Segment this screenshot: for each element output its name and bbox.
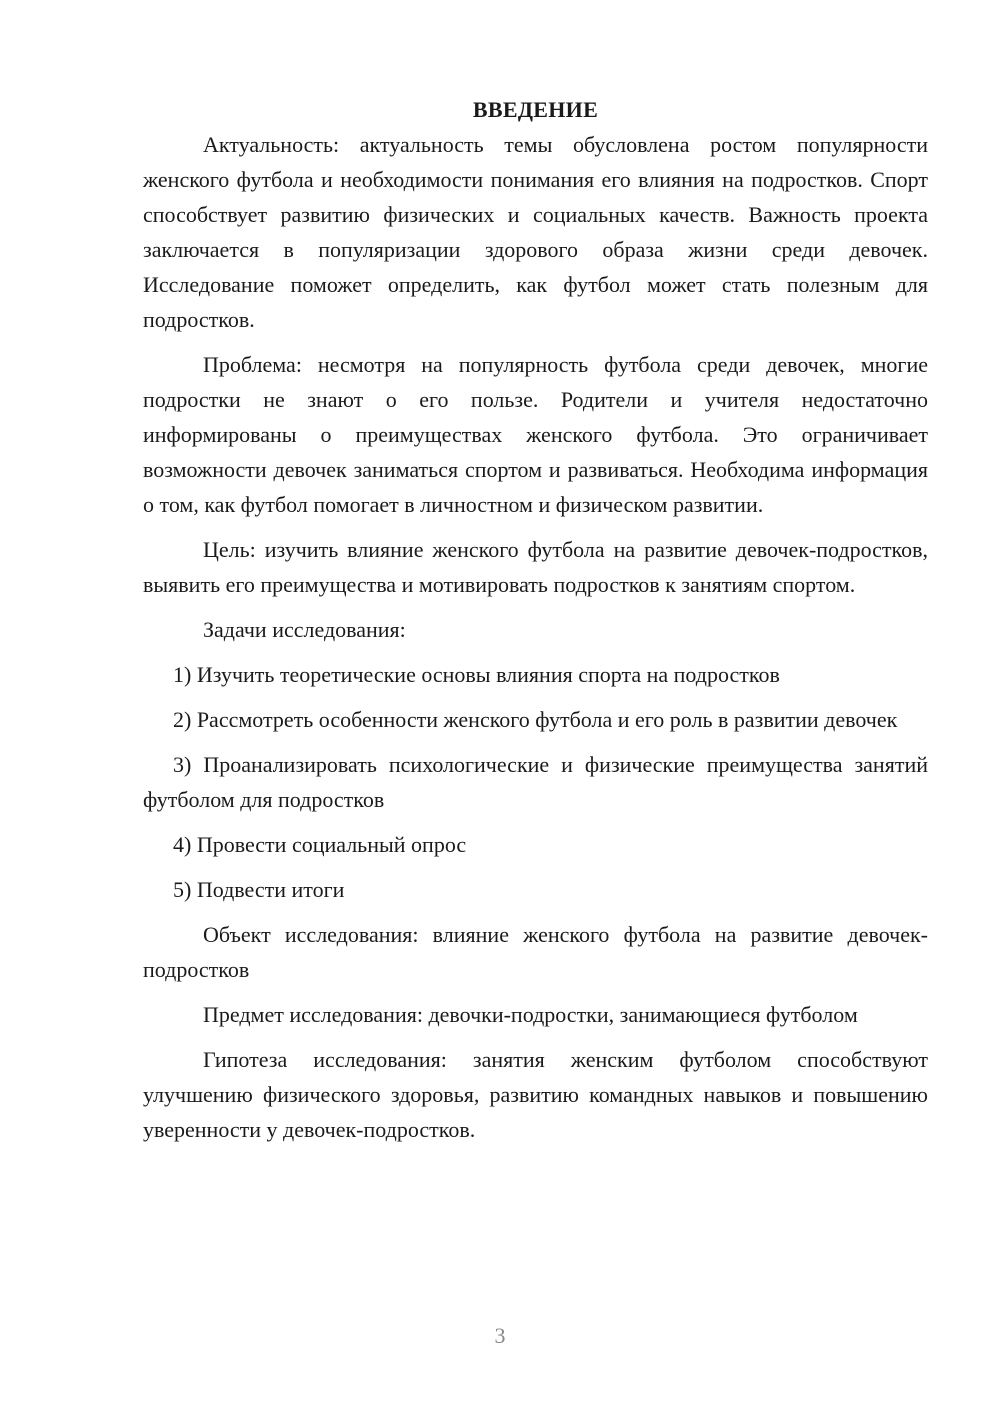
problem-paragraph: Проблема: несмотря на популярность футбола среди девочек, многие подростки не знают о его пользе. Родители и учителя недостаточно информированы о преимуществах женского футбола. Это ограничивает возможности девочек заниматься спортом и развиваться. Необходима информация о том, как футбол помогает в личностном и физическом развитии. — [143, 352, 928, 517]
goal-paragraph: Цель: изучить влияние женского футбола на развитие девочек-подростков, выявить его преимущества и мотивировать подростков к занятиям спортом. — [143, 537, 928, 597]
task-item-2: 2) Рассмотреть особенности женского футбола и его роль в развитии девочек — [173, 707, 898, 732]
task-item-4: 4) Провести социальный опрос — [173, 832, 467, 857]
subject-paragraph: Предмет исследования: девочки-подростки, занимающиеся футболом — [203, 1002, 858, 1027]
hypothesis-paragraph: Гипотеза исследования: занятия женским футболом способствуют улучшению физического здоровья, развитию командных навыков и повышению уверенности у девочек-подростков. — [143, 1047, 928, 1142]
relevance-paragraph: Актуальность: актуальность темы обусловлена ростом популярности женского футбола и необходимости понимания его влияния на подростков. Спорт способствует развитию физических и социальных качеств. Важность проекта заключается в популяризации здорового образа жизни среди девочек. Исследование поможет определить, как футбол может стать полезным для подростков. — [143, 132, 928, 332]
page-title: ВВЕДЕНИЕ — [472, 97, 599, 122]
task-item-1: 1) Изучить теоретические основы влияния спорта на подростков — [173, 662, 780, 687]
task-item-3: 3) Проанализировать психологические и физические преимущества занятий футболом для подростков — [143, 752, 928, 812]
object-paragraph: Объект исследования: влияние женского футбола на развитие девочек-подростков — [143, 922, 928, 982]
tasks-heading: Задачи исследования: — [203, 617, 406, 642]
document-body — [143, 92, 928, 1147]
page-number: 3 — [494, 1323, 506, 1348]
task-item-5: 5) Подвести итоги — [173, 877, 345, 902]
